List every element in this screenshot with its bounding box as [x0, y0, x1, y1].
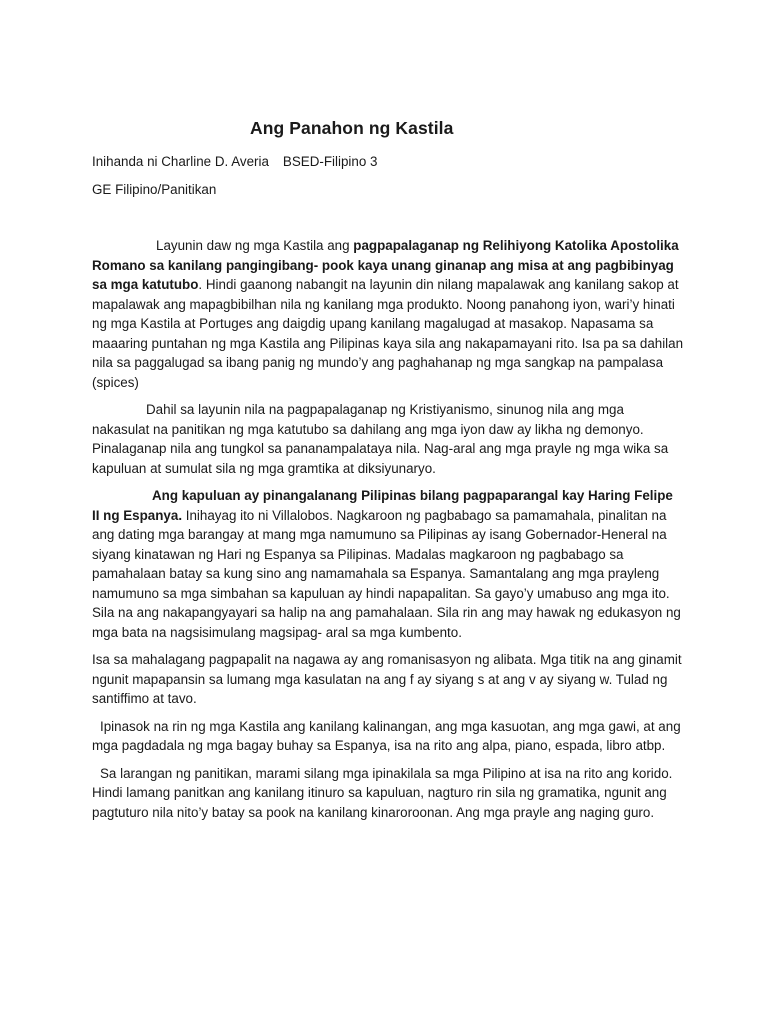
- document-title: Ang Panahon ng Kastila: [250, 118, 454, 138]
- paragraph-text: Inihayag ito ni Villalobos. Nagkaroon ng pagbabago sa pamamahala, pinalitan na ang dating mga barangay at mang mga namumuno sa Pilipinas ay isang Gobernador-Heneral na siyang kinatawan ng Hari ng Espanya sa Pilipinas. Madalas magkaroon ng pagbabago sa pamahalaan batay sa kung sino ang namamahala sa Espanya. Samantalang ang mga prayleng namumuno sa mga simbahan sa kapuluan ay hindi napapalitan. Sa gayo’y umabuso ang mga ito. Sila na ang nakapangyayari sa halip na ang pamahalaan. Sila rin ang may hawak ng edukasyon ng mga bata na nagsisimulang magsipag- aral sa mga kumbento.: [92, 507, 681, 640]
- paragraph-text: Layunin daw ng mga Kastila ang: [156, 238, 354, 253]
- paragraph-4: [92, 650, 684, 709]
- paragraph-3: [92, 486, 684, 642]
- program-name: BSED-Filipino 3: [282, 154, 378, 169]
- paragraph-text: Sa larangan ng panitikan, marami silang mga ipinakilala sa mga Pilipino at isa na rito ang korido. Hindi lamang panitkan ang kanilang itinuro sa kapuluan, nagturo rin sila ng gramatika, ngunit ang pagtuturo nila nito’y batay sa pook na kanilang kinaroroonan. Ang mga prayle ang naging guro.: [92, 765, 673, 820]
- paragraph-text: Ipinasok na rin ng mga Kastila ang kanilang kalinangan, ang mga kasuotan, ang mga gawi, at ang mga pagdadala ng mga bagay buhay sa Espanya, isa na rito ang alpa, piano, espada, libro atbp.: [92, 718, 681, 753]
- document-body: [92, 236, 684, 830]
- paragraph-1: [92, 236, 684, 392]
- author-line: [92, 154, 377, 169]
- paragraph-6: [92, 764, 684, 823]
- paragraph-5: [92, 717, 684, 756]
- paragraph-bold-text: Ang kapuluan ay pinangalanang Pilipinas bilang pagpaparangal kay Haring Felipe II ng Espanya.: [92, 488, 673, 523]
- paragraph-bold-text: pagpapalaganap ng Relihiyong Katolika Apostolika Romano sa kanilang pangingibang- pook kaya unang ginanap ang misa at ang pagbibinyag sa mga katutubo: [92, 238, 679, 292]
- paragraph-2: [92, 400, 684, 478]
- author-name: Inihanda ni Charline D. Averia: [92, 154, 269, 169]
- paragraph-text: . Hindi gaanong nabangit na layunin din nilang mapalawak ang kanilang sakop at mapalawak ang mapagbibilhan nila ng kanilang mga produkto. Noong panahong iyon, wari’y hinati ng mga Kastila at Portuges ang daigdig upang kanilang magalugad at masakop. Napasama sa maaaring puntahan ng mga Kastila ang Pilipinas kaya sila ang nakapamayani rito. Isa pa sa dahilan nila sa paggalugad sa ibang panig ng mundo’y ang paghahanap ng mga sangkap na pampalasa (spices): [92, 277, 684, 390]
- course-line: GE Filipino/Panitikan: [92, 182, 217, 197]
- paragraph-text: Dahil sa layunin nila na pagpapalaganap ng Kristiyanismo, sinunog nila ang mga nakasulat na panitikan ng mga katutubo sa dahilang ang mga iyon daw ay likha ng demonyo. Pinalaganap nila ang tungkol sa pananampalataya nila. Nag-aral ang mga prayle ng mga wika sa kapuluan at sumulat sila ng mga gramtika at diksiyunaryo.: [92, 402, 669, 476]
- paragraph-text: Isa sa mahalagang pagpapalit na nagawa ay ang romanisasyon ng alibata. Mga titik na ang ginamit ngunit mapapansin sa lumang mga kasulatan na ang f ay siyang s at ang v ay siyang w. Tulad ng santiffimo at tavo.: [92, 652, 682, 706]
